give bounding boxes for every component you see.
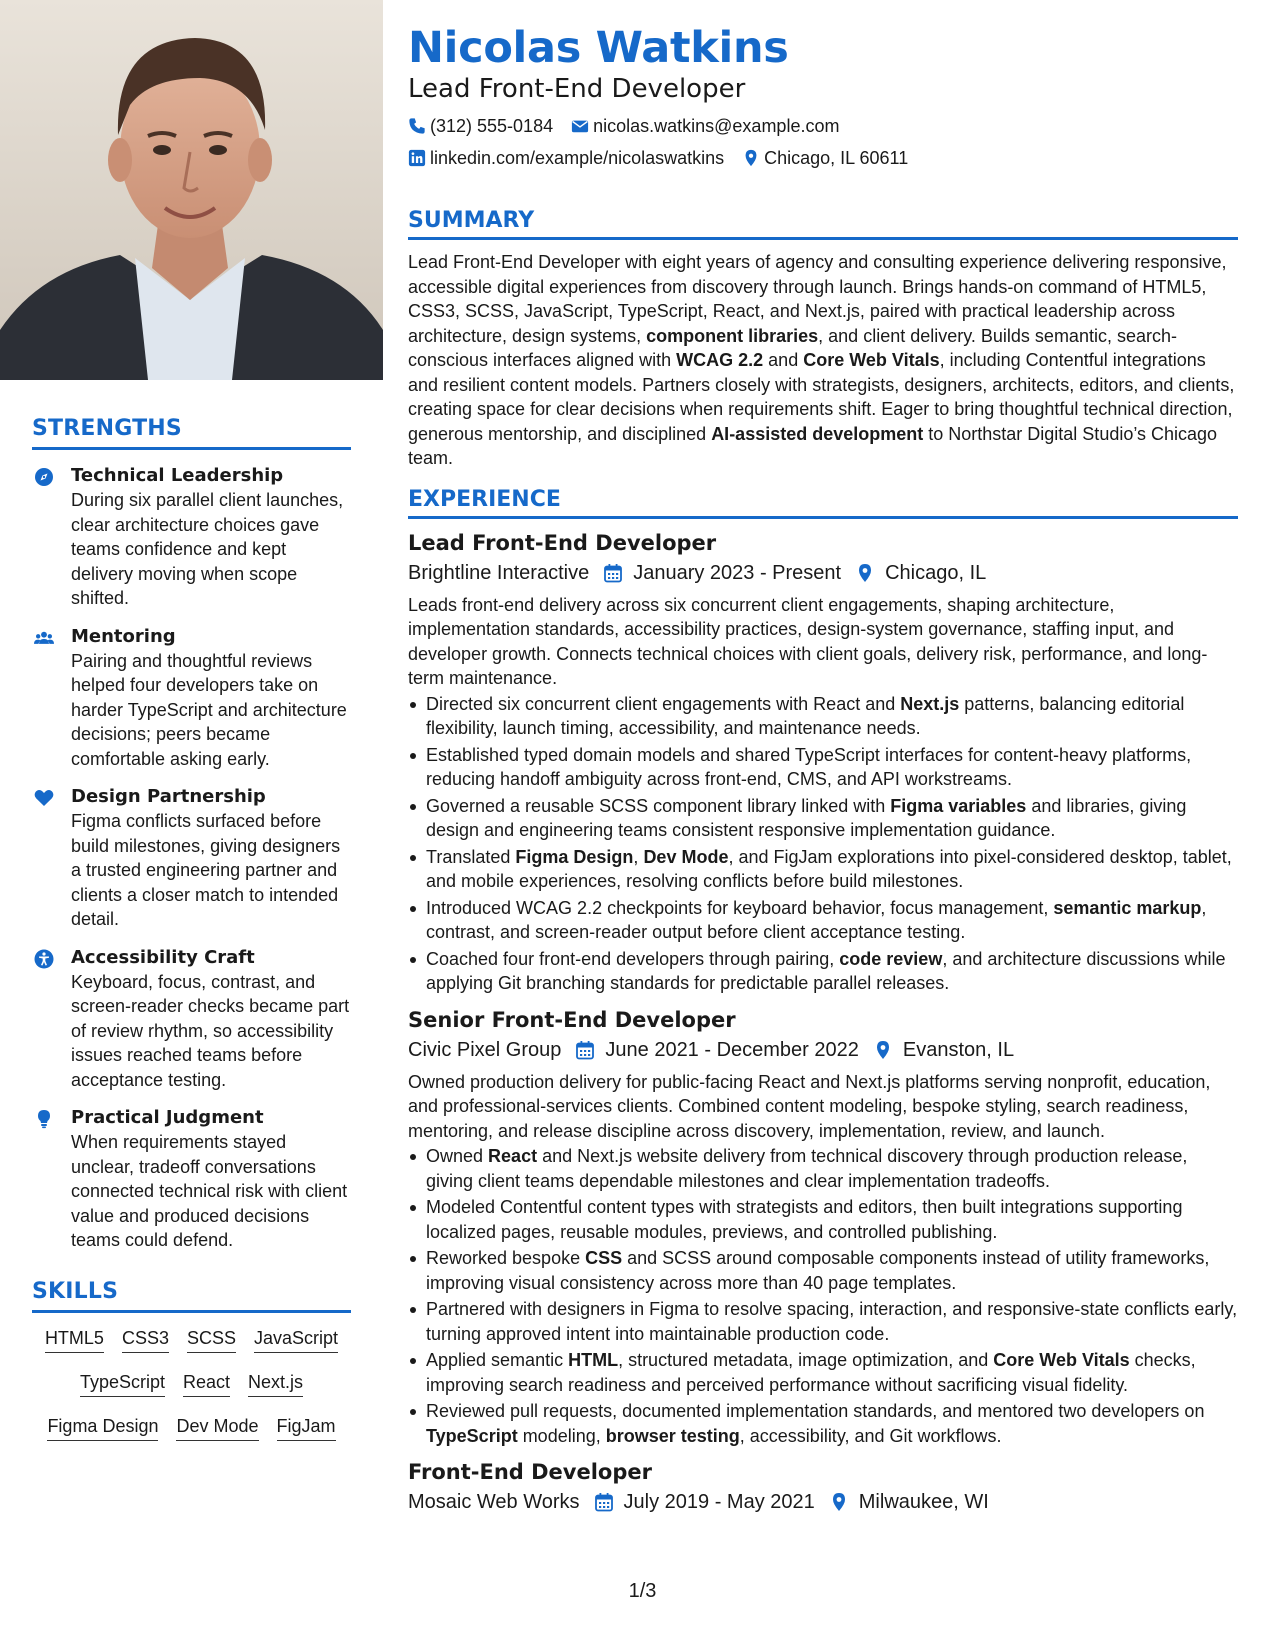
- job-dates: June 2021 - December 2022: [605, 1038, 859, 1061]
- achievement-segment: patterns, balancing editorial flexibility, launch timing, accessibility, and maintenance needs.: [426, 693, 1185, 738]
- achievement-item: [408, 692, 1238, 741]
- linkedin-icon: [408, 149, 426, 167]
- phone-number: (312) 555-0184: [430, 116, 554, 136]
- experience-list: [408, 529, 1238, 1517]
- skill-tag: FigJam: [277, 1415, 336, 1441]
- achievement-bold-segment: browser testing: [605, 1425, 740, 1446]
- profile-photo: [0, 0, 383, 380]
- strength-title: Mentoring: [71, 625, 176, 647]
- achievement-item: [408, 743, 1238, 792]
- strength-description: Pairing and thoughtful reviews helped four developers take on harder TypeScript and architecture decisions; peers became comfortable asking early.: [71, 650, 347, 769]
- skill-tag: HTML5: [45, 1327, 104, 1353]
- compass-icon: [34, 467, 54, 487]
- linkedin-url[interactable]: linkedin.com/example/nicolaswatkins: [430, 148, 725, 168]
- job-meta: [408, 1036, 1238, 1064]
- achievement-segment: , contrast, and screen-reader output before client acceptance testing.: [426, 897, 1207, 942]
- achievement-segment: , and FigJam explorations into pixel-considered desktop, tablet, and mobile experiences, resolving conflicts before build milestones.: [426, 846, 1232, 891]
- page-number: 1/3: [628, 1580, 657, 1602]
- candidate-name: Nicolas Watkins: [408, 23, 789, 73]
- achievement-item: [408, 794, 1238, 843]
- heart-icon: [34, 788, 54, 808]
- email-contact[interactable]: [571, 114, 839, 138]
- achievement-segment: , structured metadata, image optimization, and: [618, 1350, 994, 1370]
- strength-description: When requirements stayed unclear, tradeoff conversations connected technical risk with client value and produced decisions teams could defend.: [71, 1132, 348, 1250]
- location-contact: [742, 146, 908, 170]
- strength-title: Accessibility Craft: [71, 946, 255, 968]
- job-title: Front-End Developer: [408, 1460, 652, 1484]
- strength-title: Practical Judgment: [71, 1107, 264, 1128]
- map-pin-icon: [873, 1040, 893, 1060]
- summary-bold-segment: AI-assisted development: [711, 423, 924, 444]
- achievement-segment: Modeled Contentful content types with strategists and editors, then built integrations supporting localized pages, reusable modules, previews, and controlled publishing.: [426, 1197, 1183, 1242]
- achievement-segment: , and architecture discussions while applying Git branching standards for predictable parallel releases.: [426, 948, 1226, 993]
- achievement-segment: Applied semantic: [426, 1350, 569, 1370]
- skill-tag: React: [183, 1371, 230, 1397]
- phone-contact: [408, 114, 553, 138]
- job-meta: [408, 559, 1238, 587]
- achievement-segment: checks, improving search readiness and perceived performance without sacrificing visual fidelity.: [426, 1350, 1196, 1395]
- achievement-item: [408, 1399, 1238, 1448]
- job-entry: [408, 1006, 1238, 1449]
- skills-row: [32, 1327, 351, 1353]
- skills-row: [32, 1415, 351, 1441]
- strength-item: [32, 946, 351, 1093]
- achievement-segment: Governed a reusable SCSS component library linked with: [426, 795, 891, 816]
- achievement-segment: Coached four front-end developers through pairing,: [426, 948, 840, 969]
- summary-bold-segment: WCAG 2.2: [676, 350, 764, 370]
- strength-description: Keyboard, focus, contrast, and screen-reader checks became part of review rhythm, so accessibility issues reached teams before acceptance testing.: [71, 971, 350, 1090]
- skill-tag: CSS3: [122, 1327, 169, 1353]
- strength-description: Figma conflicts surfaced before build milestones, giving designers a trusted engineering partner and clients a closer match to intended detail.: [71, 811, 341, 929]
- strengths-heading: STRENGTHS: [32, 416, 351, 450]
- achievement-bold-segment: React: [488, 1146, 538, 1166]
- skill-tag: JavaScript: [254, 1327, 338, 1353]
- achievement-bold-segment: Figma Design: [515, 846, 634, 867]
- company-name: Civic Pixel Group: [408, 1038, 562, 1061]
- accessibility-icon: [34, 949, 54, 969]
- achievement-bold-segment: HTML: [568, 1350, 619, 1370]
- achievement-item: [408, 896, 1238, 945]
- calendar-icon: [575, 1040, 595, 1060]
- strength-description: During six parallel client launches, clear architecture choices gave teams confidence and kept delivery moving when scope shifted.: [71, 490, 344, 608]
- lightbulb-icon: [34, 1109, 54, 1129]
- job-title: Senior Front-End Developer: [408, 1007, 736, 1032]
- skills-row: [32, 1371, 351, 1397]
- summary-segment: to Northstar Digital Studio’s Chicago team.: [408, 423, 1218, 468]
- summary-heading: SUMMARY: [408, 208, 1238, 240]
- users-icon: [34, 628, 54, 648]
- achievement-segment: and libraries, giving design and engineering teams consistent responsive implementation guidance.: [426, 795, 1187, 840]
- achievement-segment: Directed six concurrent client engagements with React and: [426, 693, 901, 714]
- skill-tag: Next.js: [248, 1371, 303, 1397]
- summary-segment: Lead Front-End Developer with eight years of agency and consulting experience delivering responsive, accessible digital experiences from discovery through launch. Brings hands-on command of HTML5, CSS3, SCSS, JavaScript, TypeScript, React, and Next.js, paired with practical leadership across architecture, design systems,: [408, 252, 1227, 346]
- summary-text: [408, 250, 1238, 471]
- achievement-segment: Established typed domain models and shared TypeScript interfaces for content-heavy platforms, reducing handoff ambiguity across front-end, CMS, and API workstreams.: [426, 744, 1192, 789]
- location-text: Chicago, IL 60611: [764, 148, 909, 168]
- achievement-segment: and SCSS around composable components instead of utility frameworks, improving visual consistency across more than 40 page templates.: [426, 1248, 1210, 1293]
- calendar-icon: [594, 1492, 614, 1512]
- map-pin-icon: [742, 149, 760, 167]
- job-title: Lead Front-End Developer: [408, 530, 717, 555]
- map-pin-icon: [829, 1492, 849, 1512]
- contact-row: [408, 146, 1238, 170]
- email-address[interactable]: nicolas.watkins@example.com: [593, 116, 840, 136]
- strength-item: [32, 625, 351, 772]
- achievement-item: [408, 1144, 1238, 1193]
- envelope-icon: [571, 117, 589, 135]
- calendar-icon: [603, 563, 623, 583]
- strengths-list: [32, 464, 351, 1253]
- phone-icon: [408, 117, 426, 135]
- achievement-bold-segment: code review: [839, 948, 943, 969]
- job-location: Milwaukee, WI: [858, 1491, 989, 1513]
- achievement-bold-segment: semantic markup: [1053, 897, 1202, 918]
- map-pin-icon: [855, 563, 875, 583]
- job-entry: [408, 1458, 1238, 1516]
- skills-heading: SKILLS: [32, 1279, 351, 1313]
- achievement-item: [408, 1195, 1238, 1244]
- achievement-segment: ,: [633, 846, 644, 867]
- achievement-bold-segment: Core Web Vitals: [993, 1350, 1130, 1370]
- achievement-bold-segment: TypeScript: [426, 1425, 518, 1446]
- strength-item: [32, 785, 351, 932]
- candidate-role: Lead Front-End Developer: [408, 74, 746, 104]
- achievement-bold-segment: Next.js: [900, 693, 960, 714]
- achievement-segment: Partnered with designers in Figma to resolve spacing, interaction, and responsive-state conflicts early, turning approved intent into maintainable production code.: [426, 1299, 1238, 1344]
- summary-bold-segment: component libraries: [646, 325, 819, 346]
- contact-row: [408, 114, 1238, 138]
- company-name: Brightline Interactive: [408, 561, 590, 584]
- achievement-item: [408, 1246, 1238, 1295]
- skills-list: [32, 1313, 351, 1441]
- achievement-item: [408, 947, 1238, 996]
- linkedin-contact[interactable]: [408, 146, 724, 170]
- job-dates: January 2023 - Present: [633, 561, 842, 584]
- strength-item: [32, 1106, 351, 1253]
- job-meta: [408, 1488, 1238, 1516]
- job-description: Owned production delivery for public-facing React and Next.js platforms serving nonprofit, education, and professional-services clients. Combined content modeling, bespoke styling, search readiness, mentoring, and release discipline across discovery, implementation, review, and launch.: [408, 1071, 1211, 1141]
- summary-bold-segment: Core Web Vitals: [803, 350, 940, 370]
- job-description: Leads front-end delivery across six concurrent client engagements, shaping architecture, implementation standards, accessibility practices, design-system governance, staffing input, and developer growth. Connects technical choices with client goals, delivery risk, performance, and long-term maintenance.: [408, 594, 1208, 688]
- achievement-segment: , accessibility, and Git workflows.: [739, 1425, 1002, 1446]
- achievement-segment: and Next.js website delivery from technical discovery through production release, giving client teams dependable milestones and clear implementation tradeoffs.: [426, 1146, 1188, 1191]
- achievement-item: [408, 1297, 1238, 1346]
- skill-tag: Dev Mode: [176, 1415, 258, 1441]
- company-name: Mosaic Web Works: [408, 1491, 580, 1513]
- achievement-bold-segment: Dev Mode: [643, 846, 729, 867]
- achievement-segment: Introduced WCAG 2.2 checkpoints for keyboard behavior, focus management,: [426, 897, 1054, 918]
- achievement-segment: Reworked bespoke: [426, 1248, 586, 1268]
- summary-segment: , including Contentful integrations and resilient content models. Partners closely with strategists, designers, architects, editors, and clients, creating space for clear decisions when requirements shift. Eager to bring thoughtful technical direction, generous mentorship, and disciplined: [408, 350, 1235, 444]
- job-dates: July 2019 - May 2021: [623, 1491, 815, 1513]
- skill-tag: Figma Design: [47, 1415, 158, 1441]
- skill-tag: SCSS: [187, 1327, 236, 1353]
- achievement-bold-segment: Figma variables: [890, 795, 1027, 816]
- experience-heading: EXPERIENCE: [408, 487, 1238, 519]
- summary-segment: , and client delivery. Builds semantic, search-conscious interfaces aligned with: [408, 325, 1177, 370]
- job-location: Chicago, IL: [885, 561, 987, 584]
- strength-title: Design Partnership: [71, 786, 266, 807]
- achievement-segment: Owned: [426, 1146, 489, 1166]
- right-column: [408, 22, 1238, 1516]
- achievement-segment: Reviewed pull requests, documented implementation standards, and mentored two developers on: [426, 1401, 1205, 1421]
- achievement-segment: modeling,: [517, 1425, 606, 1446]
- skill-tag: TypeScript: [80, 1371, 165, 1397]
- achievement-list: [408, 692, 1238, 996]
- job-entry: [408, 529, 1238, 996]
- job-location: Evanston, IL: [902, 1038, 1015, 1061]
- achievement-list: [408, 1144, 1238, 1448]
- achievement-segment: Translated: [426, 846, 516, 867]
- achievement-bold-segment: CSS: [585, 1248, 623, 1268]
- left-column: [0, 0, 383, 1459]
- achievement-item: [408, 1348, 1238, 1397]
- strength-item: [32, 464, 351, 611]
- portrait-illustration: [0, 0, 383, 380]
- strength-title: Technical Leadership: [71, 465, 284, 486]
- achievement-item: [408, 845, 1238, 894]
- summary-segment: and: [763, 350, 804, 370]
